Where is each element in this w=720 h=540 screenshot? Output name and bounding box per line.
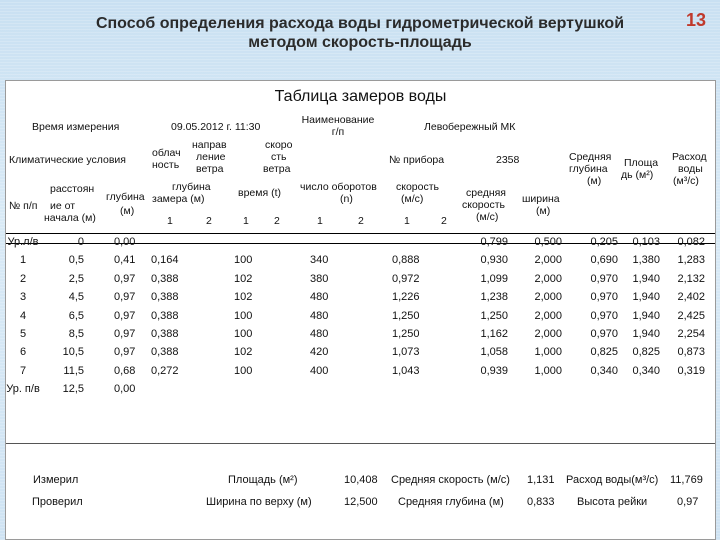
table-cell: 2,425 bbox=[677, 309, 705, 322]
dist-l1: расстоян bbox=[50, 183, 95, 195]
table-cell: 0,68 bbox=[114, 364, 136, 377]
table-cell: 480 bbox=[310, 291, 329, 304]
revs-sub2: 2 bbox=[358, 215, 364, 227]
table-cell: 0,97 bbox=[114, 291, 136, 304]
table-cell: 12,5 bbox=[62, 383, 84, 396]
climate-label: Климатические условия bbox=[9, 154, 126, 166]
table-cell: 102 bbox=[234, 291, 253, 304]
time-t-label: время (t) bbox=[238, 187, 281, 199]
table-cell: 0,388 bbox=[151, 328, 179, 340]
device-value: 2358 bbox=[496, 154, 520, 166]
table-cell: 0 bbox=[77, 236, 84, 248]
table-cell: 0,930 bbox=[480, 254, 508, 267]
flow-l3: (м³/с) bbox=[673, 175, 699, 187]
table-cell: 0,5 bbox=[68, 254, 84, 267]
table-cell: 7 bbox=[19, 364, 27, 377]
table-cell: 0,888 bbox=[392, 254, 420, 267]
table-cell: 0,972 bbox=[392, 272, 420, 285]
table-cell: 0,970 bbox=[590, 309, 618, 322]
revs-l1: число оборотов bbox=[300, 181, 377, 193]
wind-dir-l3: ветра bbox=[196, 163, 224, 175]
cloud-l1: облач bbox=[152, 147, 181, 159]
table-cell: 1,043 bbox=[392, 364, 420, 377]
table-cell: Ур. п/в bbox=[6, 383, 40, 396]
slide-title-line2: методом скорость-площадь bbox=[248, 34, 472, 51]
table-cell: 0,388 bbox=[151, 309, 179, 322]
avg-depth-l2: глубина bbox=[569, 163, 608, 175]
gauge-name-l1: Наименование bbox=[301, 114, 375, 126]
table-cell: 0,97 bbox=[114, 272, 136, 285]
table-cell: 1,058 bbox=[480, 346, 508, 359]
width-l2: (м) bbox=[536, 205, 551, 217]
revs-l2: (n) bbox=[340, 193, 353, 205]
mdepth-sub1: 1 bbox=[167, 215, 173, 227]
gauge-name bbox=[293, 114, 383, 138]
table-cell: 2,000 bbox=[534, 254, 562, 267]
table-cell: 0,388 bbox=[151, 272, 179, 285]
slide-title-line1: Способ определения расхода воды гидрометрической вертушкой bbox=[95, 15, 625, 32]
table-cell: 1,162 bbox=[480, 328, 508, 340]
mdepth-l2: замера (м) bbox=[152, 193, 205, 205]
wind-speed-l2: сть bbox=[271, 151, 287, 163]
top-width-label: Ширина по верху (м) bbox=[206, 496, 312, 508]
table-cell: 2,132 bbox=[677, 272, 705, 285]
table-cell: 0,00 bbox=[114, 236, 136, 248]
table-cell: 0,970 bbox=[590, 272, 618, 285]
avg-speed-l2: скорость bbox=[462, 199, 506, 211]
speed-l1: скорость bbox=[396, 181, 440, 193]
wind-speed-l1: скоро bbox=[265, 139, 293, 151]
table-cell: 1,940 bbox=[632, 272, 660, 285]
area-l1: Площа bbox=[624, 157, 659, 169]
speed-l2: (м/с) bbox=[401, 193, 424, 205]
avg-speed-total-label: Средняя скорость (м/с) bbox=[391, 474, 510, 486]
table-cell: 0,799 bbox=[480, 236, 508, 248]
table-cell: 0,164 bbox=[151, 254, 179, 267]
table-cell: 1,940 bbox=[632, 291, 660, 304]
measured-label: Измерил bbox=[33, 474, 79, 486]
table-cell: 1,940 bbox=[632, 309, 660, 322]
slide-title bbox=[60, 14, 660, 52]
top-width-value: 12,500 bbox=[344, 496, 378, 508]
table-cell: 100 bbox=[234, 309, 253, 322]
table-cell: 100 bbox=[234, 328, 253, 340]
table-cell: 0,272 bbox=[151, 364, 179, 377]
table-cell: 2 bbox=[19, 272, 27, 285]
speed-sub1: 1 bbox=[404, 215, 410, 227]
table-caption: Таблица замеров воды bbox=[274, 88, 447, 105]
table-cell: 480 bbox=[310, 309, 329, 322]
table-cell: 2,5 bbox=[68, 272, 84, 285]
page-number: 13 bbox=[685, 10, 706, 30]
time-sub1: 1 bbox=[243, 215, 249, 227]
table-cell: 0,97 bbox=[114, 346, 136, 359]
table-cell: 5 bbox=[19, 328, 27, 340]
measurement-sheet bbox=[5, 80, 716, 540]
revs-sub1: 1 bbox=[317, 215, 323, 227]
width-l1: ширина bbox=[522, 193, 560, 205]
table-cell: 102 bbox=[234, 272, 253, 285]
table-cell: 0,500 bbox=[534, 236, 562, 248]
flow-l1: Расход bbox=[672, 151, 707, 163]
table-cell: 2,000 bbox=[534, 272, 562, 285]
avg-speed-total-value: 1,131 bbox=[527, 474, 555, 486]
bank-name: Левобережный МК bbox=[424, 121, 516, 133]
table-cell: 0,388 bbox=[151, 291, 179, 304]
table-cell: 0,825 bbox=[590, 346, 618, 359]
table-cell: 2,000 bbox=[534, 309, 562, 322]
table-cell: 1,250 bbox=[392, 328, 420, 340]
table-cell: 100 bbox=[234, 254, 253, 267]
flow-total-label: Расход воды(м³/с) bbox=[566, 474, 659, 486]
avg-depth-total-value: 0,833 bbox=[527, 496, 555, 508]
checked-label: Проверил bbox=[32, 496, 83, 508]
avg-speed-l3: (м/с) bbox=[476, 211, 499, 223]
table-cell: 480 bbox=[310, 328, 329, 340]
table-cell: 0,97 bbox=[114, 309, 136, 322]
table-cell: 0,939 bbox=[480, 364, 508, 377]
table-cell: 4,5 bbox=[68, 291, 84, 304]
table-cell: 102 bbox=[234, 346, 253, 359]
table-cell: 1,099 bbox=[480, 272, 508, 285]
table-cell: 4 bbox=[19, 309, 27, 322]
table-cell: 0,97 bbox=[114, 328, 136, 340]
table-cell: 0,00 bbox=[114, 383, 136, 396]
cloud-l2: ность bbox=[152, 159, 180, 171]
table-cell: Ур.л/в bbox=[7, 236, 39, 248]
time-label: Время измерения bbox=[32, 121, 120, 133]
table-cell: 1 bbox=[19, 254, 27, 267]
gauge-height-label: Высота рейки bbox=[577, 496, 648, 508]
speed-sub2: 2 bbox=[441, 215, 447, 227]
table-cell: 2,000 bbox=[534, 291, 562, 304]
table-cell: 0,873 bbox=[677, 346, 705, 359]
table-cell: 0,205 bbox=[590, 236, 618, 248]
table-cell: 0,082 bbox=[677, 236, 705, 248]
table-cell: 2,402 bbox=[677, 291, 705, 304]
avg-speed-l1: средняя bbox=[466, 187, 506, 199]
table-cell: 1,380 bbox=[632, 254, 660, 267]
table-cell: 340 bbox=[310, 254, 329, 267]
table-cell: 0,690 bbox=[590, 254, 618, 267]
flow-total-value: 11,769 bbox=[670, 474, 703, 486]
table-cell: 1,226 bbox=[392, 291, 420, 304]
footer-divider bbox=[6, 443, 715, 444]
depth-l1: глубина bbox=[106, 191, 145, 203]
gauge-height-value: 0,97 bbox=[677, 496, 699, 508]
table-cell: 0,970 bbox=[590, 291, 618, 304]
time-value: 09.05.2012 г. 11:30 bbox=[171, 121, 261, 133]
table-cell: 10,5 bbox=[62, 346, 84, 359]
num-label: № п/п bbox=[9, 200, 38, 212]
table-cell: 8,5 bbox=[68, 328, 84, 340]
table-cell: 1,000 bbox=[534, 346, 562, 359]
device-label: № прибора bbox=[389, 154, 445, 166]
table-cell: 2,000 bbox=[534, 328, 562, 340]
gauge-name-l2: г/п bbox=[331, 126, 345, 138]
table-cell: 0,319 bbox=[677, 364, 705, 377]
table-cell: 400 bbox=[310, 364, 329, 377]
table-cell: 100 bbox=[234, 364, 253, 377]
table-cell: 0,825 bbox=[632, 346, 660, 359]
table-cell: 11,5 bbox=[63, 364, 84, 377]
table-cell: 0,970 bbox=[590, 328, 618, 340]
table-cell: 0,103 bbox=[632, 236, 660, 248]
wind-dir-l2: ление bbox=[196, 151, 226, 163]
table-cell: 0,41 bbox=[114, 254, 136, 267]
flow-l2: воды bbox=[678, 163, 703, 175]
area-total-label: Площадь (м²) bbox=[228, 474, 298, 486]
wind-dir-l1: направ bbox=[192, 139, 227, 151]
area-total-value: 10,408 bbox=[344, 474, 378, 486]
table-cell: 1,073 bbox=[392, 346, 420, 359]
table-cell: 1,283 bbox=[677, 254, 705, 267]
avg-depth-total-label: Средняя глубина (м) bbox=[398, 496, 504, 508]
table-cell: 3 bbox=[19, 291, 27, 304]
time-sub2: 2 bbox=[274, 215, 280, 227]
mdepth-sub2: 2 bbox=[206, 215, 212, 227]
table-cell: 420 bbox=[310, 346, 329, 359]
dist-l3: начала (м) bbox=[44, 212, 96, 224]
table-cell: 1,238 bbox=[480, 291, 508, 304]
table-cell: 1,940 bbox=[632, 328, 660, 340]
table-cell: 6 bbox=[19, 346, 27, 359]
table-cell: 380 bbox=[310, 272, 329, 285]
depth-l2: (м) bbox=[120, 205, 135, 217]
mdepth-l1: глубина bbox=[172, 181, 211, 193]
area-l2: дь (м²) bbox=[621, 169, 654, 181]
table-cell: 0,340 bbox=[590, 364, 618, 377]
table-cell: 0,388 bbox=[151, 346, 179, 359]
table-cell: 2,254 bbox=[677, 328, 705, 340]
header-bottom-line bbox=[6, 233, 715, 234]
table-cell: 0,340 bbox=[632, 364, 660, 377]
avg-depth-l3: (м) bbox=[587, 175, 602, 187]
table-cell: 1,000 bbox=[534, 364, 562, 377]
wind-speed-l3: ветра bbox=[263, 163, 291, 175]
table-cell: 1,250 bbox=[392, 309, 420, 322]
table-cell: 6,5 bbox=[68, 309, 84, 322]
table-cell: 1,250 bbox=[480, 309, 508, 322]
dist-l2: ие от bbox=[50, 200, 76, 212]
avg-depth-l1: Средняя bbox=[569, 151, 612, 163]
